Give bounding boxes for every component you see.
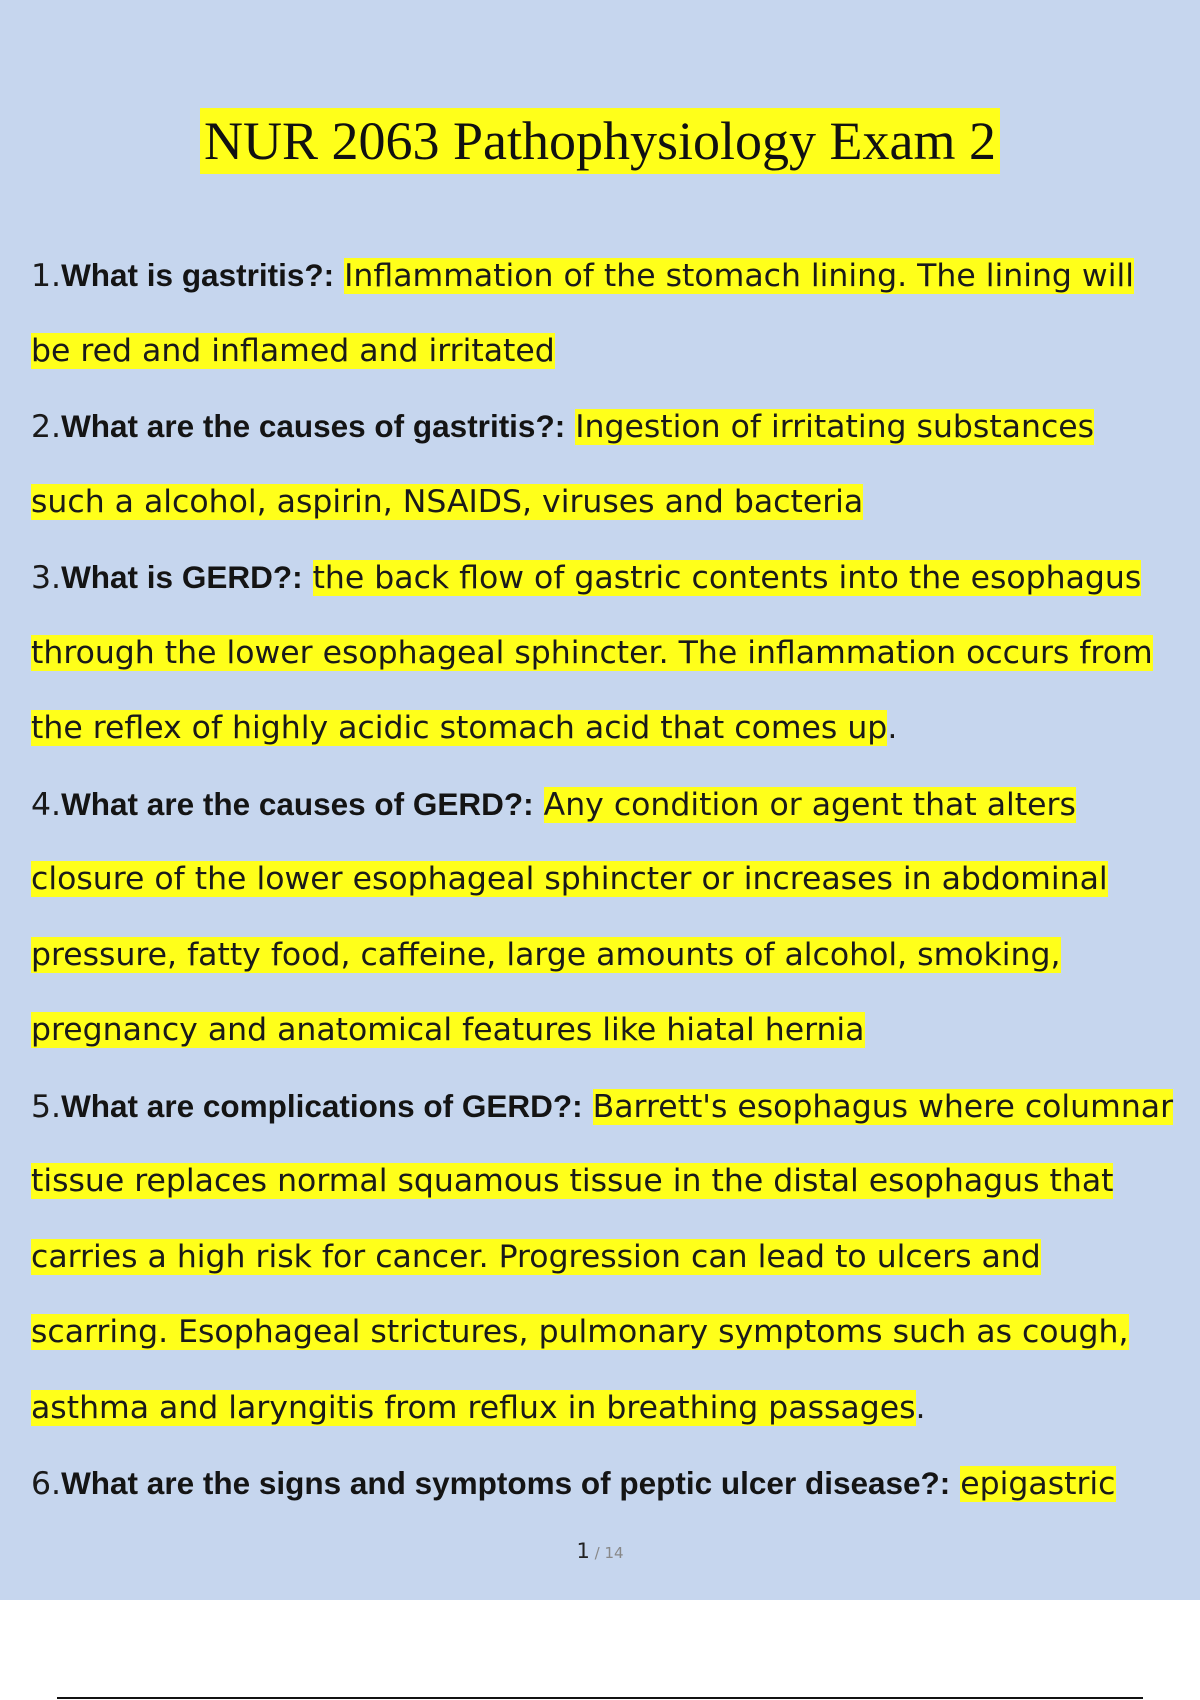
- answer-text: such a alcohol, aspirin, NSAIDS, viruses and bacteria: [31, 483, 864, 520]
- total-pages: 14: [604, 1544, 624, 1562]
- trailing-punctuation: .: [915, 1389, 926, 1426]
- text-line: [31, 842, 1200, 918]
- page-separator: /: [589, 1544, 605, 1562]
- question-text: What are the causes of gastritis?:: [61, 408, 566, 444]
- trailing-punctuation: .: [887, 710, 898, 746]
- question-answer-list: [31, 238, 1200, 1522]
- text-line: [31, 1371, 1200, 1447]
- answer-text: through the lower esophageal sphincter. The inflammation occurs from: [31, 634, 1153, 671]
- qa-item: [31, 238, 1200, 389]
- text-line: [31, 1144, 1200, 1220]
- text-line: [31, 1220, 1200, 1296]
- answer-text: closure of the lower esophageal sphincter or increases in abdominal: [31, 861, 1108, 897]
- current-page-number: 1: [576, 1539, 590, 1563]
- item-number: 2.: [31, 409, 62, 445]
- page-indicator: [0, 1539, 1200, 1563]
- text-line: [31, 314, 1200, 390]
- text-line: [31, 616, 1200, 692]
- answer-text: Any condition or agent that alters: [543, 786, 1076, 823]
- text-line: [31, 238, 1200, 314]
- question-text: What is gastritis?:: [61, 257, 335, 293]
- item-number: 5.: [31, 1088, 62, 1125]
- question-text: What is GERD?:: [61, 559, 303, 595]
- question-text: What are complications of GERD?:: [61, 1087, 583, 1124]
- item-number: 1.: [31, 258, 62, 294]
- item-number: 3.: [31, 560, 62, 596]
- answer-text: pregnancy and anatomical features like hiatal hernia: [31, 1012, 865, 1048]
- answer-text: pressure, fatty food, caffeine, large amounts of alcohol, smoking,: [31, 936, 1061, 973]
- text-line: [31, 1069, 1200, 1145]
- question-text: What are the causes of GERD?:: [61, 785, 534, 822]
- item-number: 6.: [31, 1466, 62, 1502]
- question-text: What are the signs and symptoms of peptic ulcer disease?:: [61, 1465, 951, 1501]
- text-line: [31, 918, 1200, 994]
- qa-item: [31, 767, 1200, 1069]
- qa-item: [31, 540, 1200, 767]
- text-line: [31, 993, 1200, 1069]
- answer-text: asthma and laryngitis from reflux in breathing passages: [31, 1389, 916, 1426]
- text-line: [31, 465, 1200, 541]
- text-line: [31, 389, 1200, 465]
- answer-text: Inflammation of the stomach lining. The lining will: [344, 258, 1134, 294]
- qa-item: [31, 389, 1200, 540]
- document-title: NUR 2063 Pathophysiology Exam 2: [200, 108, 1000, 174]
- text-line: [31, 1295, 1200, 1371]
- text-line: [31, 691, 1200, 767]
- answer-text: Barrett's esophagus where columnar: [592, 1088, 1174, 1125]
- answer-text: epigastric: [960, 1466, 1116, 1502]
- item-number: 4.: [31, 786, 62, 823]
- answer-text: scarring. Esophageal strictures, pulmonary symptoms such as cough,: [31, 1314, 1129, 1350]
- answer-text: the reflex of highly acidic stomach acid that comes up: [31, 710, 888, 746]
- qa-item: [31, 1446, 1200, 1522]
- answer-text: be red and inflamed and irritated: [31, 332, 555, 369]
- qa-item: [31, 1069, 1200, 1447]
- answer-text: tissue replaces normal squamous tissue in the distal esophagus that: [31, 1163, 1114, 1199]
- answer-text: Ingestion of irritating substances: [575, 409, 1095, 445]
- next-page-header-rule: [57, 1697, 1143, 1699]
- answer-text: the back flow of gastric contents into the esophagus: [312, 560, 1142, 596]
- answer-text: carries a high risk for cancer. Progression can lead to ulcers and: [31, 1238, 1041, 1275]
- text-line: [31, 767, 1200, 843]
- text-line: [31, 540, 1200, 616]
- title-container: [0, 108, 1200, 174]
- text-line: [31, 1446, 1200, 1522]
